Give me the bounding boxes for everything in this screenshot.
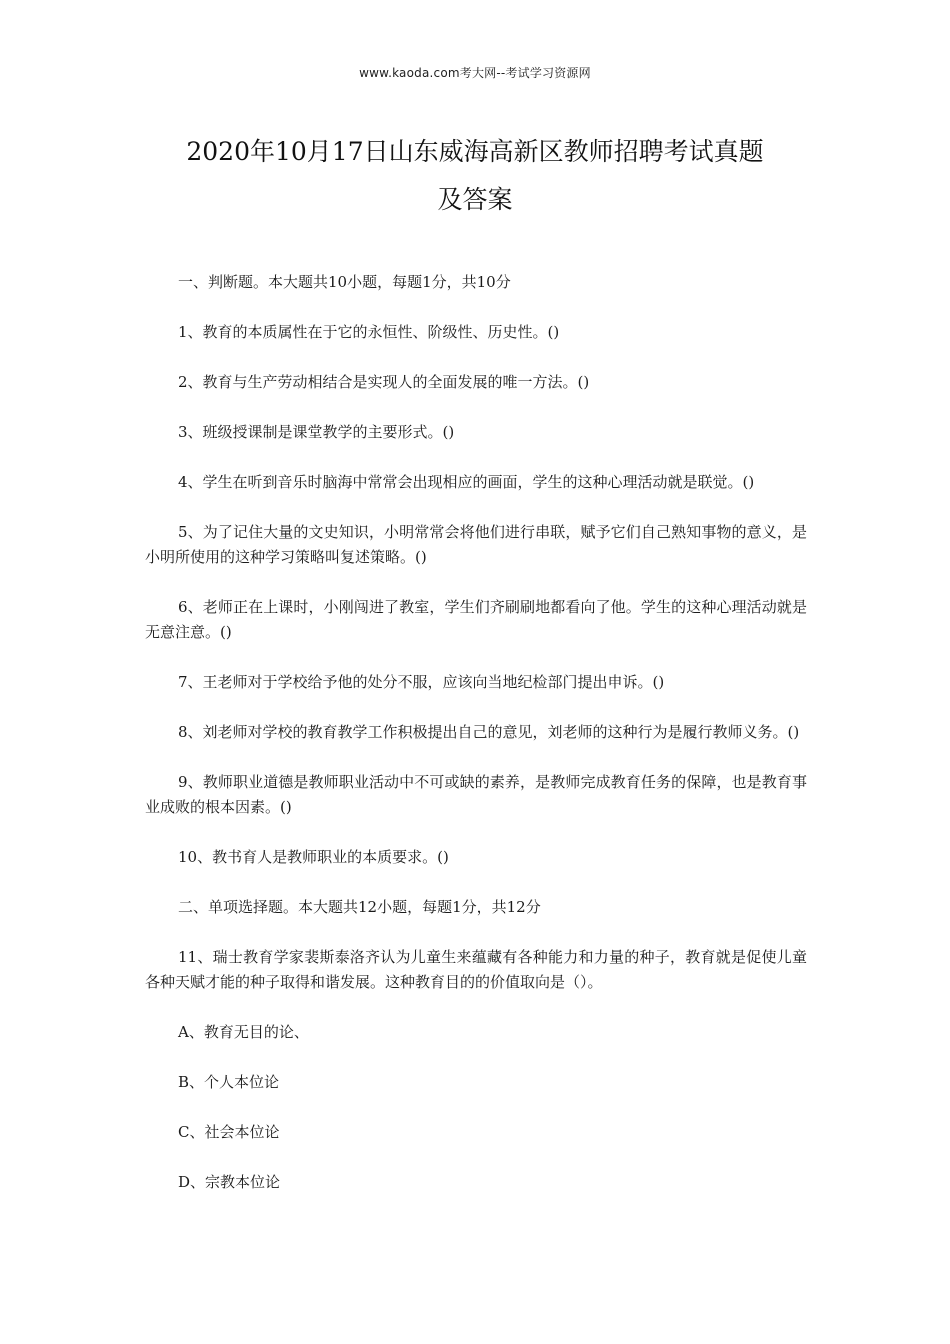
- question-1: 1、教育的本质属性在于它的永恒性、阶级性、历史性。(): [178, 323, 560, 341]
- document-body: [145, 270, 807, 1220]
- question-8: 8、刘老师对学校的教育教学工作积极提出自己的意见，刘老师的这种行为是履行教师义务。(): [178, 723, 800, 741]
- title-line-2: 及答案: [437, 185, 513, 214]
- option-d: D、宗教本位论: [178, 1173, 281, 1191]
- question-6: 6、老师正在上课时，小刚闯进了教室，学生们齐刷刷地都看向了他。学生的这种心理活动就是无意注意。(): [145, 598, 807, 641]
- question-3: 3、班级授课制是课堂教学的主要形式。(): [178, 423, 455, 441]
- question-4: 4、学生在听到音乐时脑海中常常会出现相应的画面，学生的这种心理活动就是联觉。(): [178, 473, 755, 491]
- title-line-1: 2020年10月17日山东威海高新区教师招聘考试真题: [186, 137, 764, 166]
- question-7: 7、王老师对于学校给予他的处分不服，应该向当地纪检部门提出申诉。(): [178, 673, 665, 691]
- site-header: www.kaoda.com考大网--考试学习资源网: [359, 66, 591, 80]
- question-5: 5、为了记住大量的文史知识，小明常常会将他们进行串联，赋予它们自己熟知事物的意义，是小明所使用的这种学习策略叫复述策略。(): [145, 523, 807, 566]
- option-a: A、教育无目的论、: [178, 1023, 309, 1041]
- question-2: 2、教育与生产劳动相结合是实现人的全面发展的唯一方法。(): [178, 373, 590, 391]
- option-b: B、个人本位论: [178, 1073, 280, 1091]
- question-11: 11、瑞士教育学家裴斯泰洛齐认为儿童生来蕴藏有各种能力和力量的种子，教育就是促使儿童各种天赋才能的种子取得和谐发展。这种教育目的的价值取向是（）。: [145, 948, 807, 991]
- document-title: [145, 128, 805, 224]
- section-heading-single-choice: 二、单项选择题。本大题共12小题，每题1分，共12分: [178, 898, 541, 916]
- question-10: 10、教书育人是教师职业的本质要求。(): [178, 848, 449, 866]
- section-heading-judgment: 一、判断题。本大题共10小题，每题1分，共10分: [178, 273, 511, 291]
- question-9: 9、教师职业道德是教师职业活动中不可或缺的素养，是教师完成教育任务的保障，也是教育事业成败的根本因素。(): [145, 773, 807, 816]
- option-c: C、社会本位论: [178, 1123, 280, 1141]
